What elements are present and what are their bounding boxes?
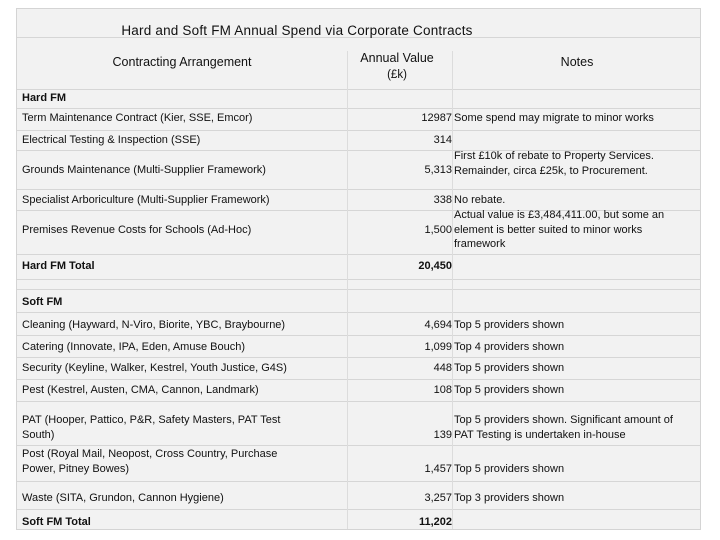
table-row-label: Cleaning (Hayward, N-Viro, Biorite, YBC, Braybourne) (22, 319, 286, 331)
table-row-note: Top 5 providers shown (454, 384, 565, 396)
table-row-note: Actual value is £3,484,411.00, but some an element is better suited to minor works framework (454, 209, 665, 250)
table-row-label: Catering (Innovate, IPA, Eden, Amuse Bouch) (22, 341, 245, 353)
table-row-label: Electrical Testing & Inspection (SSE) (22, 134, 201, 146)
table-row-value: 139 (433, 429, 452, 441)
table-row-note: First £10k of rebate to Property Services. Remainder, circa £25k, to Procurement. (454, 150, 654, 177)
table-row-label: PAT (Hooper, Pattico, P&R, Safety Masters, PAT Test South) (22, 414, 281, 441)
spend-table (16, 8, 701, 530)
table-row-label: Post (Royal Mail, Neopost, Cross Country, Purchase Power, Pitney Bowes) (22, 448, 278, 475)
value-header: Annual Value (360, 51, 434, 65)
table-row-value: 338 (433, 194, 452, 206)
table-row-label: Pest (Kestrel, Austen, CMA, Cannon, Landmark) (22, 384, 259, 396)
table-row-note: Top 5 providers shown. Significant amount of PAT Testing is undertaken in-house (454, 414, 673, 441)
soft-fm-heading: Soft FM (22, 296, 63, 308)
soft-fm-total-label: Soft FM Total (22, 516, 91, 528)
arrangement-header: Contracting Arrangement (112, 55, 252, 69)
table-row-label: Security (Keyline, Walker, Kestrel, Youth Justice, G4S) (22, 362, 287, 374)
table-row-label: Grounds Maintenance (Multi-Supplier Framework) (22, 164, 266, 176)
table-row-note: No rebate. (454, 194, 506, 206)
table-row-label: Term Maintenance Contract (Kier, SSE, Emcor) (22, 112, 253, 124)
table-row-value: 448 (433, 362, 452, 374)
table-row-value: 1,500 (424, 224, 452, 236)
table-row-value: 1,099 (424, 341, 452, 353)
table-row-value: 5,313 (424, 164, 452, 176)
table-row-note: Top 3 providers shown (454, 492, 565, 504)
table-row-value: 314 (433, 134, 452, 146)
table-row-note: Top 5 providers shown (454, 463, 565, 475)
table-row-label: Premises Revenue Costs for Schools (Ad-Hoc) (22, 224, 252, 236)
value-unit: (£k) (387, 69, 407, 81)
hard-fm-total-label: Hard FM Total (22, 260, 95, 272)
table-row-note: Top 5 providers shown (454, 319, 565, 331)
table-row-value: 4,694 (424, 319, 452, 331)
table-row-value: 1,457 (424, 463, 452, 475)
table-row-value: 3,257 (424, 492, 452, 504)
table-title: Hard and Soft FM Annual Spend via Corporate Contracts (121, 23, 473, 38)
notes-header: Notes (560, 55, 594, 69)
table-row-note: Some spend may migrate to minor works (454, 112, 654, 124)
hard-fm-total-value: 20,450 (418, 260, 452, 272)
soft-fm-total-value: 11,202 (418, 516, 452, 528)
hard-fm-heading: Hard FM (22, 92, 66, 104)
table-row-label: Specialist Arboriculture (Multi-Supplier Framework) (22, 194, 270, 206)
table-row-value: 12987 (421, 112, 452, 124)
table-row-label: Waste (SITA, Grundon, Cannon Hygiene) (22, 492, 224, 504)
table-row-note: Top 5 providers shown (454, 362, 565, 374)
table-row-value: 108 (433, 384, 452, 396)
table-row-note: Top 4 providers shown (454, 341, 565, 353)
